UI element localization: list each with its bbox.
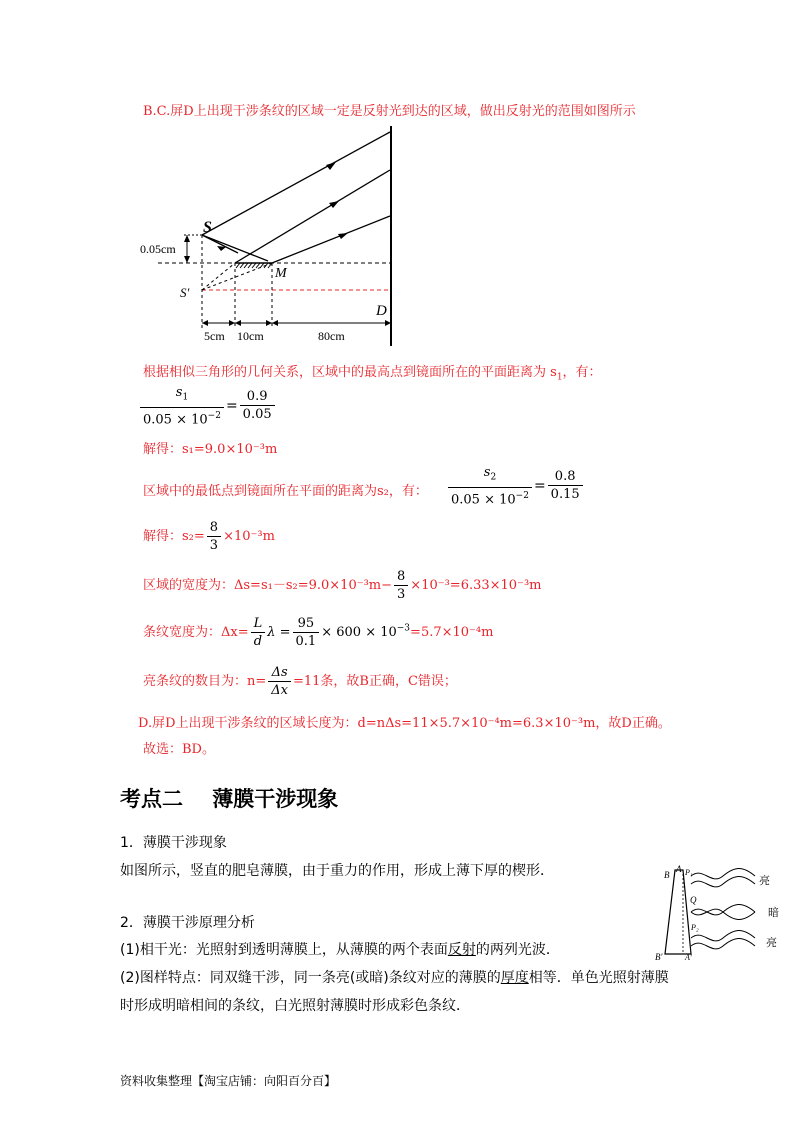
label-005cm: 0.05cm bbox=[140, 242, 176, 256]
eq1-rhs-num: 0.9 bbox=[240, 388, 275, 406]
item2-pattern bbox=[120, 967, 669, 987]
reflected-ray-lower bbox=[272, 216, 390, 263]
item2a-underline: 反射 bbox=[447, 942, 476, 958]
label-s: S bbox=[203, 219, 212, 236]
s2-pre: 解得：s₂= bbox=[143, 529, 205, 544]
label-b: B bbox=[664, 870, 670, 880]
film-wedge bbox=[665, 870, 691, 954]
section-title: 考点二 薄膜干涉现象 bbox=[120, 787, 339, 811]
solution-s2 bbox=[143, 519, 275, 554]
eq1-num: s bbox=[175, 385, 183, 400]
width-den: 3 bbox=[397, 587, 406, 602]
count-num: Δs bbox=[271, 665, 288, 680]
wave-bright-1b bbox=[691, 877, 755, 887]
similar-end: ，有： bbox=[562, 365, 602, 380]
eq2-den-sup: −2 bbox=[515, 490, 529, 501]
wave-bright-2b bbox=[691, 939, 755, 949]
label-a: A bbox=[676, 864, 682, 874]
solution-line-similar bbox=[143, 361, 602, 383]
fringe-lambda: λ = bbox=[267, 625, 291, 640]
arrow-direct bbox=[326, 162, 336, 170]
s2-post: ×10⁻³m bbox=[223, 529, 275, 544]
solution-line-d: D.屏D上出现干涉条纹的区域长度为：d=nΔs=11×5.7×10⁻⁴m=6.3×10⁻³m，故D正确。 bbox=[138, 716, 671, 731]
width-num: 8 bbox=[394, 568, 408, 586]
wave-dark-a bbox=[691, 905, 755, 915]
wave-bright-2a bbox=[691, 931, 755, 941]
s2-num: 8 bbox=[207, 519, 221, 537]
count-den: Δx bbox=[271, 683, 288, 698]
reflection-diagram bbox=[140, 118, 410, 350]
count-pre: 亮条纹的数目为：n= bbox=[143, 674, 267, 689]
item2a-pre: (1)相干光：光照射到透明薄膜上，从薄膜的两个表面 bbox=[120, 942, 448, 958]
label-p1: P₁ bbox=[685, 868, 693, 877]
eq2-den: 0.05 × 10 bbox=[451, 491, 516, 507]
wave-dark-b bbox=[691, 909, 755, 919]
solution-fringe bbox=[143, 615, 493, 650]
label-m: M bbox=[275, 266, 287, 281]
eq2-rhs-num: 0.8 bbox=[548, 468, 583, 486]
eq1-den-sup: −2 bbox=[207, 410, 221, 421]
label-80cm: 80cm bbox=[318, 329, 345, 343]
item2-coherent bbox=[120, 939, 560, 959]
label-bright-2: 亮 bbox=[766, 937, 777, 949]
label-p2: P₂ bbox=[691, 923, 699, 932]
label-b-prime: B′ bbox=[655, 952, 663, 962]
eq1-den: 0.05 × 10 bbox=[143, 411, 208, 427]
item2-title: 2．薄膜干涉原理分析 bbox=[120, 915, 255, 931]
wave-bright-1a bbox=[691, 869, 755, 879]
label-bright-1: 亮 bbox=[759, 875, 770, 887]
label-s-prime: S′ bbox=[180, 285, 190, 300]
fringe-post: =5.7×10⁻⁴m bbox=[410, 625, 494, 640]
label-dark: 暗 bbox=[768, 907, 779, 919]
eq2-num: s bbox=[483, 465, 491, 480]
similar-text: 根据相似三角形的几何关系，区域中的最高点到镜面所在的平面距离为 s bbox=[143, 365, 557, 380]
s2-den: 3 bbox=[209, 538, 219, 553]
count-post: =11条，故B正确，C错误； bbox=[293, 674, 457, 689]
eq2-num-sub: 2 bbox=[490, 472, 497, 483]
eq1-num-sub: 1 bbox=[182, 392, 189, 403]
fringe-mid: × 600 × 10 bbox=[321, 625, 397, 640]
width-post: ×10⁻³=6.33×10⁻³m bbox=[410, 578, 542, 593]
reflected-ray-upper bbox=[235, 170, 390, 263]
fringe-sup: −3 bbox=[396, 623, 411, 634]
thin-film-diagram bbox=[655, 862, 785, 962]
solution-count bbox=[143, 664, 457, 699]
solution-answer: 故选：BD。 bbox=[143, 742, 215, 757]
fringe-pre: 条纹宽度为：Δx= bbox=[143, 625, 249, 640]
solution-s1: 解得：s₁=9.0×10⁻³m bbox=[143, 442, 278, 457]
item1-text: 如图所示，竖直的肥皂薄膜，由于重力的作用，形成上薄下厚的楔形． bbox=[120, 863, 554, 879]
solution-line-bc: B.C.屏D上出现干涉条纹的区域一定是反射光到达的区域，做出反射光的范围如图所示 bbox=[143, 104, 636, 119]
equation-2: $\frac{s_2}{0.05 \times 10^{-2}}$ = $\frac{0.8}{0.15}$ bbox=[446, 464, 585, 508]
eq1-rhs-den: 0.05 bbox=[242, 407, 272, 423]
solution-width bbox=[143, 568, 541, 603]
fringe-n2: 95 bbox=[293, 615, 320, 633]
item2b-pre: (2)图样特点：同双缝干涉，同一条亮(或暗)条纹对应的薄膜的 bbox=[120, 970, 501, 986]
arrow-reflected-1 bbox=[329, 201, 339, 208]
incident-ray-2 bbox=[202, 235, 268, 261]
similar-sub: 1 bbox=[556, 372, 563, 383]
eq2-rhs-den: 0.15 bbox=[550, 487, 580, 503]
item1-title: 1．薄膜干涉现象 bbox=[120, 835, 227, 851]
label-a-prime: A′ bbox=[685, 953, 692, 962]
item2b-underline: 厚度 bbox=[500, 970, 529, 986]
equation-1: $\frac{s_1}{0.05 \times 10^{-2}}$ = $\frac{0.9}{0.05}$ bbox=[138, 384, 277, 428]
direct-ray-upper bbox=[202, 132, 390, 235]
arrow-reflected-2 bbox=[338, 233, 348, 239]
fringe-num: L bbox=[253, 616, 263, 631]
solution-line-low: 区域中的最低点到镜面所在平面的距离为s₂，有： bbox=[143, 484, 428, 499]
fringe-d2: 0.1 bbox=[295, 634, 317, 649]
virtual-ray-1 bbox=[202, 263, 235, 290]
label-d: D bbox=[376, 303, 387, 319]
label-q: Q bbox=[690, 895, 697, 905]
item2-pattern-line2: 时形成明暗相间的条纹，白光照射薄膜时形成彩色条纹． bbox=[120, 998, 470, 1014]
item2a-post: 的两列光波． bbox=[475, 942, 560, 958]
label-10cm: 10cm bbox=[237, 329, 264, 343]
label-5cm: 5cm bbox=[204, 329, 225, 343]
item2b-post: 相等．单色光照射薄膜 bbox=[528, 970, 669, 986]
fringe-den: d bbox=[253, 634, 263, 649]
width-pre: 区域的宽度为：Δs=s₁－s₂=9.0×10⁻³m− bbox=[143, 578, 393, 593]
footer-text: 资料收集整理【淘宝店铺：向阳百分百】 bbox=[120, 1074, 337, 1088]
